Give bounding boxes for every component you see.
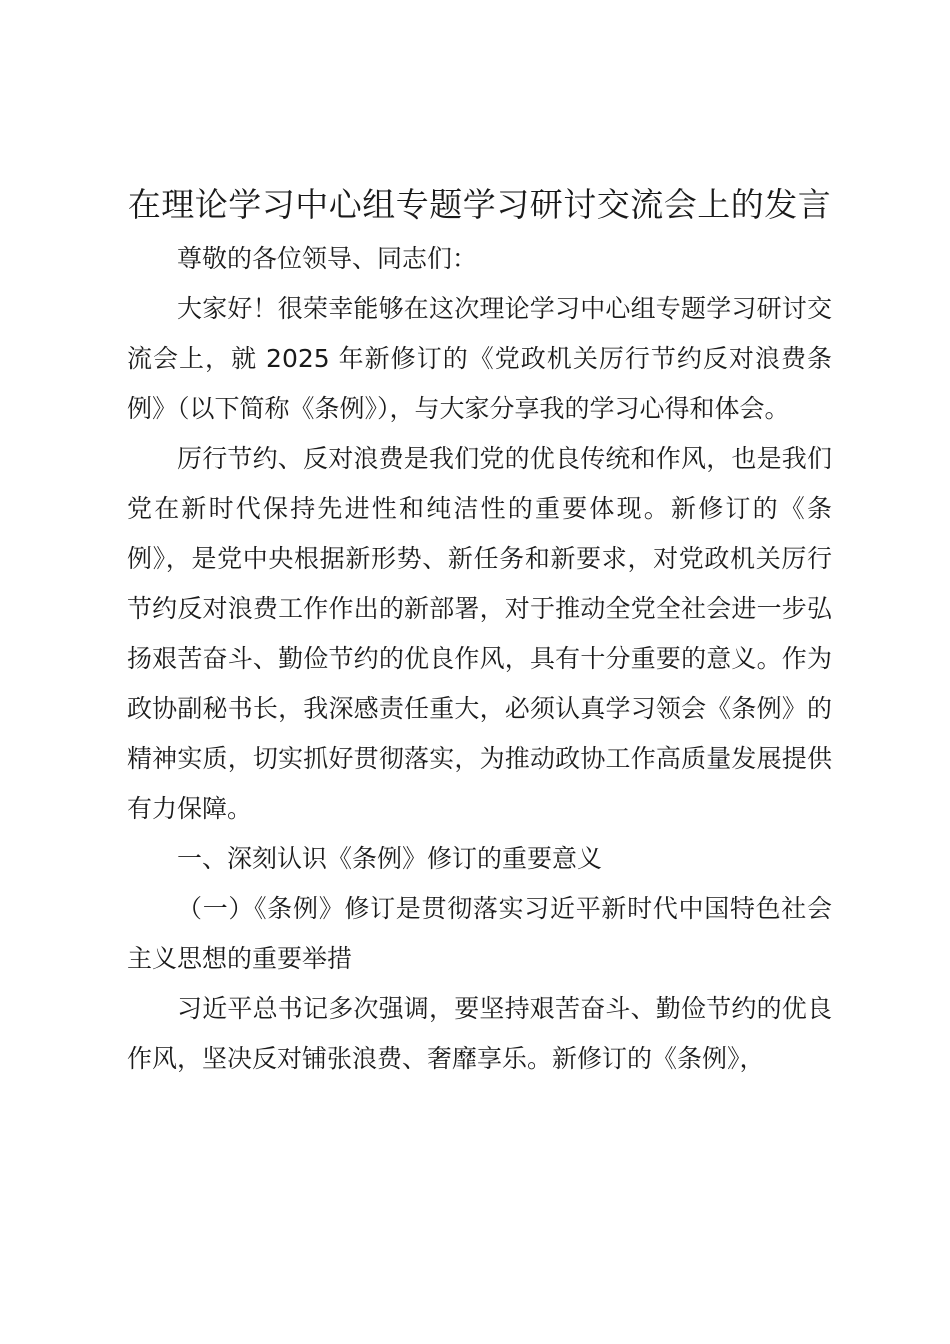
body-paragraph: 厉行节约、反对浪费是我们党的优良传统和作风，也是我们党在新时代保持先进性和纯洁性的重要体现。新修订的《条例》，是党中央根据新形势、新任务和新要求，对党政机关厉行节约反对浪费工作作出的新部署，对于推动全党全社会进一步弘扬艰苦奋斗、勤俭节约的优良作风，具有十分重要的意义。作为政协副秘书长，我深感责任重大，必须认真学习领会《条例》的精神实质，切实抓好贯彻落实，为推动政协工作高质量发展提供有力保障。 xyxy=(127,444,832,823)
salutation-paragraph: 尊敬的各位领导、同志们： xyxy=(177,244,478,273)
section-heading: 一、深刻认识《条例》修订的重要意义 xyxy=(177,844,603,873)
subsection-heading: （一）《条例》修订是贯彻落实习近平新时代中国特色社会主义思想的重要举措 xyxy=(127,894,832,973)
opening-paragraph: 大家好！很荣幸能够在这次理论学习中心组专题学习研讨交流会上，就 2025 年新修订的《党政机关厉行节约反对浪费条例》（以下简称《条例》），与大家分享我的学习心得和体会。 xyxy=(127,294,832,423)
document-title: 在理论学习中心组专题学习研讨交流会上的发言 xyxy=(127,185,832,224)
body-paragraph: 习近平总书记多次强调，要坚持艰苦奋斗、勤俭节约的优良作风，坚决反对铺张浪费、奢靡享乐。新修订的《条例》， xyxy=(127,994,832,1073)
document-body xyxy=(127,180,832,1084)
